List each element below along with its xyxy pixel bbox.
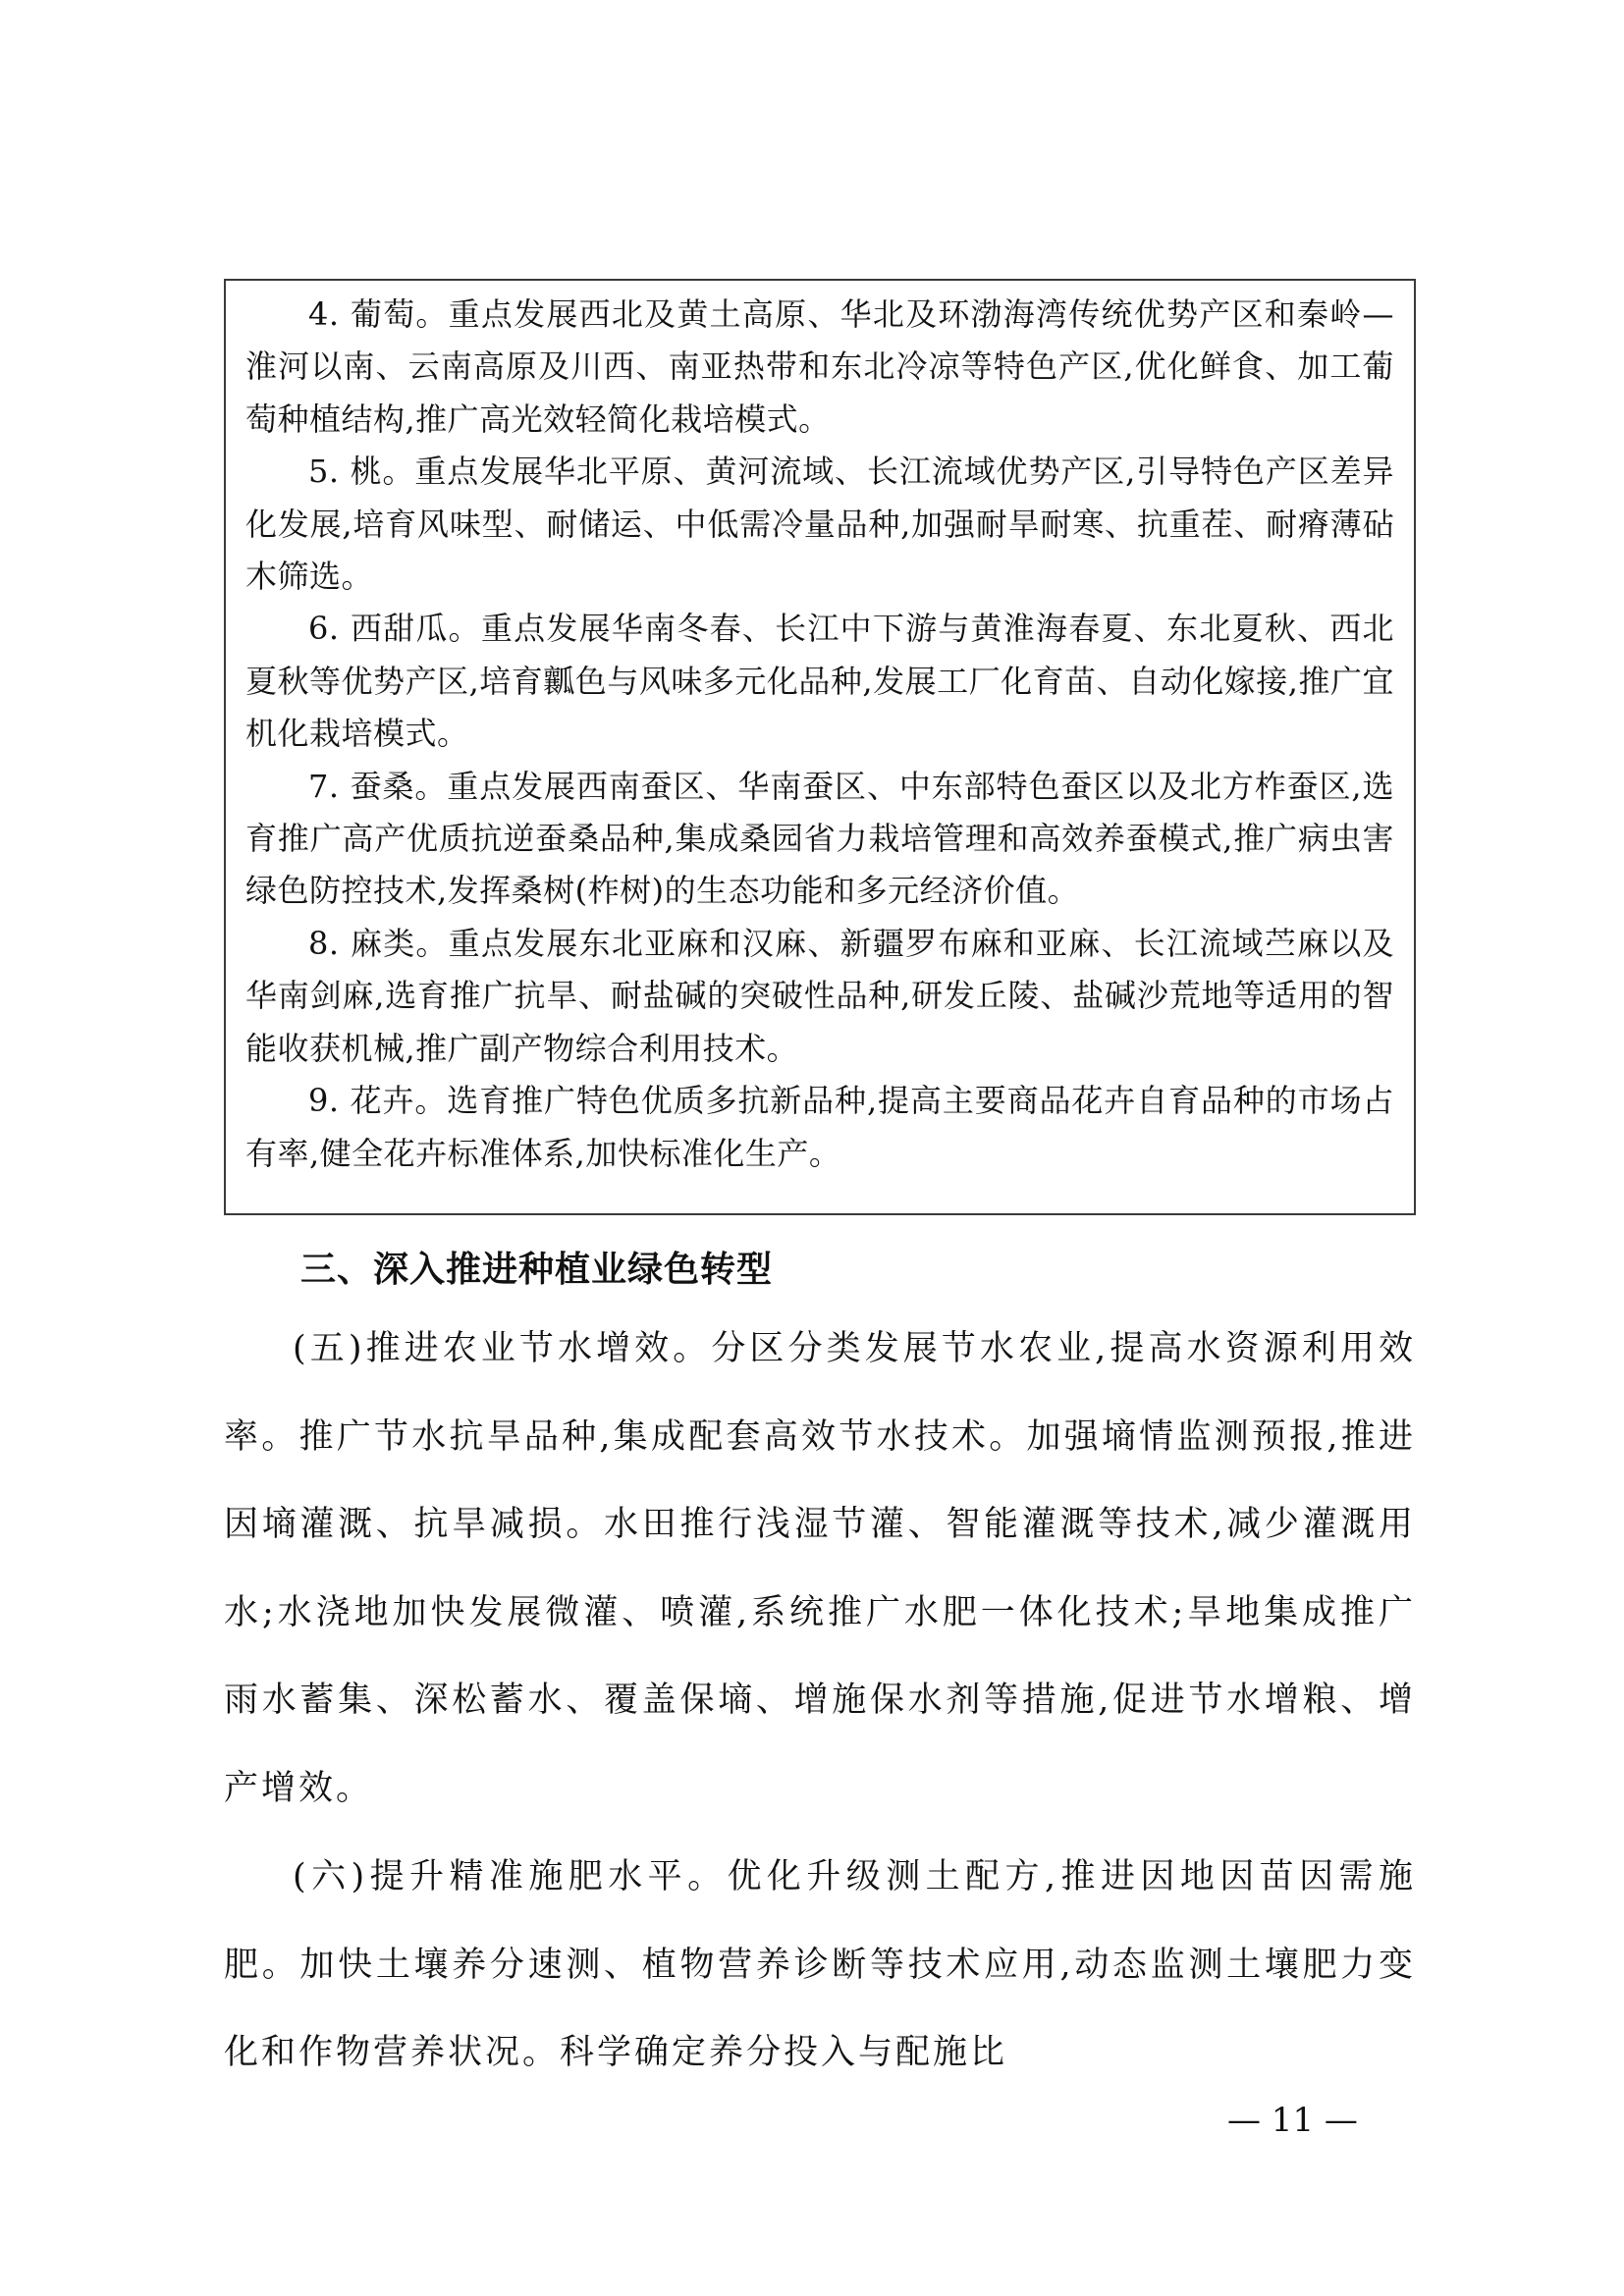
box-item-grape: 4. 葡萄。重点发展西北及黄土高原、华北及环渤海湾传统优势产区和秦岭—淮河以南、云南高原及川西、南亚热带和东北冷凉等特色产区,优化鲜食、加工葡萄种植结构,推广高光效轻简化栽培模式。: [245, 295, 1394, 438]
paragraph-text: (五)推进农业节水增效。分区分类发展节水农业,提高水资源利用效率。推广节水抗旱品种,集成配套高效节水技术。加强墒情监测预报,推进因墒灌溉、抗旱减损。水田推行浅湿节灌、智能灌溉等技术,减少灌溉用水;水浇地加快发展微灌、喷灌,系统推广水肥一体化技术;旱地集成推广雨水蓄集、深松蓄水、覆盖保墒、增施保水剂等措施,促进节水增粮、增产增效。: [224, 1329, 1416, 1808]
box-item-peach: 5. 桃。重点发展华北平原、黄河流域、长江流域优势产区,引导特色产区差异化发展,培育风味型、耐储运、中低需冷量品种,加强耐旱耐寒、抗重茬、耐瘠薄砧木筛选。: [245, 453, 1394, 596]
crop-list-box: [224, 279, 1416, 1215]
body-paragraph-fertilizer: [224, 1834, 1416, 2098]
box-item-melon: 6. 西甜瓜。重点发展华南冬春、长江中下游与黄淮海春夏、东北夏秋、西北夏秋等优势产区,培育瓤色与风味多元化品种,发展工厂化育苗、自动化嫁接,推广宜机化栽培模式。: [245, 610, 1394, 753]
page-number: — 11 —: [1227, 2101, 1358, 2140]
section-heading: 三、深入推进种植业绿色转型: [300, 1250, 774, 1290]
body-paragraph-water: [224, 1306, 1416, 1834]
box-item-sericulture: 7. 蚕桑。重点发展西南蚕区、华南蚕区、中东部特色蚕区以及北方柞蚕区,选育推广高产优质抗逆蚕桑品种,集成桑园省力栽培管理和高效养蚕模式,推广病虫害绿色防控技术,发挥桑树(柞树)的生态功能和多元经济价值。: [245, 767, 1394, 910]
paragraph-text: (六)提升精准施肥水平。优化升级测土配方,推进因地因苗因需施肥。加快土壤养分速测、植物营养诊断等技术应用,动态监测土壤肥力变化和作物营养状况。科学确定养分投入与配施比: [224, 1857, 1416, 2073]
box-item-flowers: 9. 花卉。选育推广特色优质多抗新品种,提高主要商品花卉自育品种的市场占有率,健全花卉标准体系,加快标准化生产。: [245, 1082, 1394, 1172]
box-item-hemp: 8. 麻类。重点发展东北亚麻和汉麻、新疆罗布麻和亚麻、长江流域苎麻以及华南剑麻,选育推广抗旱、耐盐碱的突破性品种,研发丘陵、盐碱沙荒地等适用的智能收获机械,推广副产物综合利用技术。: [245, 924, 1394, 1067]
